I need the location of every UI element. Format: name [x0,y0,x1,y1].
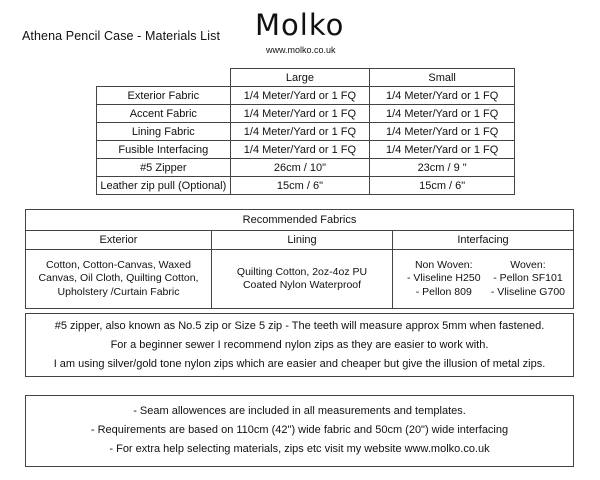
non-woven-list [407,259,481,300]
header-exterior: Exterior [26,231,212,250]
website-url: www.molko.co.uk [266,45,336,55]
row-label: #5 Zipper [97,159,231,177]
small-value: 23cm / 9 " [370,159,515,177]
small-value: 1/4 Meter/Yard or 1 FQ [370,141,515,159]
non-woven-heading: Non Woven: [414,258,473,271]
row-label: Lining Fabric [97,123,231,141]
materials-row [97,123,515,141]
materials-row [97,159,515,177]
zipper-note-line: I am using silver/gold tone nylon zips which are easier and cheaper but give the illusion of metal zips. [53,358,546,370]
row-label: Accent Fabric [97,105,231,123]
general-note-line: - For extra help selecting materials, zips etc visit my website www.molko.co.uk [109,443,490,455]
document-title: Athena Pencil Case - Materials List [22,29,221,43]
small-value: 15cm / 6" [370,177,515,195]
large-value: 1/4 Meter/Yard or 1 FQ [230,105,370,123]
corner-cell [97,69,231,87]
row-label: Fusible Interfacing [97,141,231,159]
fabrics-body-row [26,250,574,309]
column-header-large: Large [230,69,370,87]
woven-heading: Woven: [510,258,546,271]
small-value: 1/4 Meter/Yard or 1 FQ [370,105,515,123]
materials-header-row [97,69,515,87]
materials-row [97,177,515,195]
exterior-line: Canvas, Oil Cloth, Quilting Cotton, [38,272,199,285]
zipper-note-line: #5 zipper, also known as No.5 zip or Size 5 zip - The teeth will measure approx 5mm when fastened. [54,320,545,332]
large-value: 15cm / 6" [230,177,370,195]
woven-item: - Vliseline G700 [490,285,565,298]
column-header-small: Small [370,69,515,87]
row-label: Leather zip pull (Optional) [97,177,231,195]
materials-table [96,68,515,195]
interfacing-cell [393,250,574,309]
exterior-fabrics-cell [26,250,212,309]
fabrics-title-row [26,210,574,231]
large-value: 1/4 Meter/Yard or 1 FQ [230,141,370,159]
lining-line: Coated Nylon Waterproof [242,279,362,291]
large-value: 1/4 Meter/Yard or 1 FQ [230,123,370,141]
lining-line: Quilting Cotton, 2oz-4oz PU [236,265,368,278]
interfacing-columns [393,259,573,300]
brand-logo: Molko [255,8,345,42]
general-note-line: - Requirements are based on 110cm (42") wide fabric and 50cm (20") wide interfacing [90,424,509,436]
non-woven-item: - Vliseline H250 [407,272,481,285]
exterior-line: Cotton, Cotton-Canvas, Waxed [46,258,191,271]
zipper-notes-box [25,313,574,377]
fabrics-title: Recommended Fabrics [26,210,574,231]
header-interfacing: Interfacing [393,231,574,250]
row-label: Exterior Fabric [97,87,231,105]
header-lining: Lining [212,231,393,250]
exterior-line: Upholstery /Curtain Fabric [57,285,180,298]
large-value: 1/4 Meter/Yard or 1 FQ [230,87,370,105]
materials-row [97,87,515,105]
woven-item: - Pellon SF101 [493,272,563,285]
small-value: 1/4 Meter/Yard or 1 FQ [370,123,515,141]
recommended-fabrics-table [25,209,574,309]
woven-list [491,259,565,300]
general-note-line: - Seam allowences are included in all measurements and templates. [133,405,466,417]
lining-fabrics-cell [212,250,393,309]
materials-row [97,105,515,123]
fabrics-header-row [26,231,574,250]
general-notes-box [25,395,574,467]
small-value: 1/4 Meter/Yard or 1 FQ [370,87,515,105]
materials-row [97,141,515,159]
zipper-note-line: For a beginner sewer I recommend nylon zips as they are easier to work with. [110,339,489,351]
large-value: 26cm / 10" [230,159,370,177]
non-woven-item: - Pellon 809 [415,285,472,298]
